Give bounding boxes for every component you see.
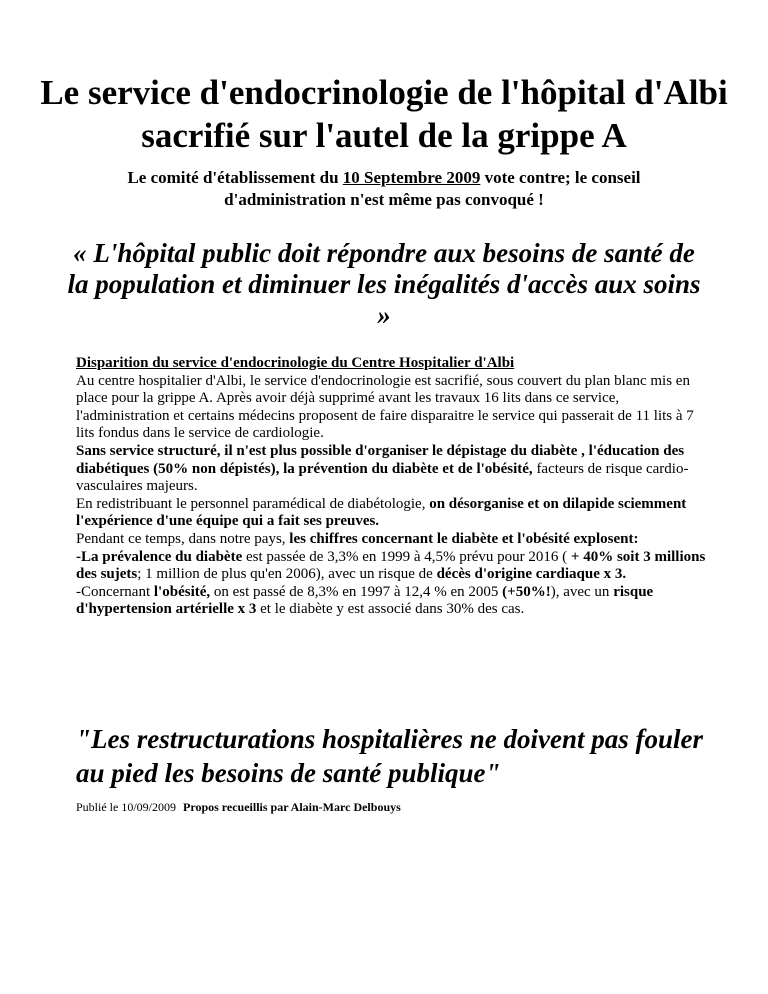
paragraph-6-d: et le diabète y est associé dans 30% des cas. — [256, 601, 525, 618]
paragraph-3 — [76, 496, 706, 531]
paragraph-1: Au centre hospitalier d'Albi, le service d'endocrinologie est sacrifié, sous couvert du plan blanc mis en place pour la grippe A. Après avoir déjà supprimé avant les travaux 16 lits dans ce service, l'administration et certains médecins proposent de faire disparaitre le service qui passerait de 11 lits à 7 lits fondus dans le service de cardiologie. — [76, 372, 694, 442]
byline — [76, 799, 401, 815]
paragraph-5-b: ; 1 million de plus qu'en 2006), avec un risque de — [137, 566, 437, 583]
published-date: Publié le 10/09/2009 — [76, 800, 176, 814]
paragraph-4-bold: les chiffres concernant le diabète et l'obésité explosent: — [289, 530, 639, 547]
paragraph-2-bold: Sans service structuré, il n'est plus possible d'organiser le dépistage du diabète , l'éducation des diabétiques (50% non dépistés), la prévention du diabète et de l'obésité, — [76, 442, 685, 477]
paragraph-5-bold1: -La prévalence du diabète — [76, 548, 243, 565]
subtitle-part1: Le comité d'établissement du — [127, 168, 343, 187]
paragraph-5-a: est passée de 3,3% en 1999 à 4,5% prévu pour 2016 ( — [242, 548, 571, 565]
paragraph-4 — [76, 531, 706, 549]
section-heading — [76, 355, 706, 373]
paragraph-5-bold3: décès d'origine cardiaque x 3. — [436, 566, 627, 583]
subtitle-part2: vote contre; le conseil d'administration n'est même pas convoqué ! — [224, 168, 641, 209]
section-heading-text: Disparition du service d'endocrinologie du Centre Hospitalier d'Albi — [76, 355, 515, 371]
article-body — [76, 355, 706, 619]
page-title: Le service d'endocrinologie de l'hôpital d'Albi sacrifié sur l'autel de la grippe A — [40, 73, 728, 155]
paragraph-3-a: En redistribuant le personnel paramédical de diabétologie, — [76, 495, 430, 512]
paragraph-6-c: ), avec un — [550, 583, 614, 600]
paragraph-6-bold3: risque d'hypertension artérielle x 3 — [76, 583, 654, 618]
paragraph-6-bold1: l'obésité, — [153, 583, 211, 600]
pull-quote: « L'hôpital public doit répondre aux besoins de santé de la population et diminuer les inégalités d'accès aux soins » — [67, 238, 701, 330]
secondary-heading: "Les restructurations hospitalières ne doivent pas fouler au pied les besoins de santé publique" — [76, 724, 704, 788]
paragraph-5-bold2: + 40% soit 3 millions des sujets — [76, 548, 706, 583]
paragraph-6-a: -Concernant — [76, 583, 154, 600]
paragraph-3-bold: on désorganise et on dilapide sciemment l'expérience d'une équipe qui a fait ses preuves. — [76, 495, 687, 530]
paragraph-2 — [76, 443, 706, 496]
paragraph-4-a: Pendant ce temps, dans notre pays, — [76, 530, 290, 547]
subtitle-date: 10 Septembre 2009 — [342, 168, 481, 187]
paragraph-6-b: on est passé de 8,3% en 1997 à 12,4 % en 2005 — [210, 583, 503, 600]
paragraph-5 — [76, 549, 706, 584]
author: Propos recueillis par Alain-Marc Delbouys — [183, 800, 401, 814]
paragraph-6-bold2: (+50%! — [502, 583, 551, 600]
paragraph-6 — [76, 584, 706, 619]
paragraph-2-rest: facteurs de risque cardio-vasculaires majeurs. — [76, 460, 689, 495]
subtitle — [70, 167, 698, 211]
